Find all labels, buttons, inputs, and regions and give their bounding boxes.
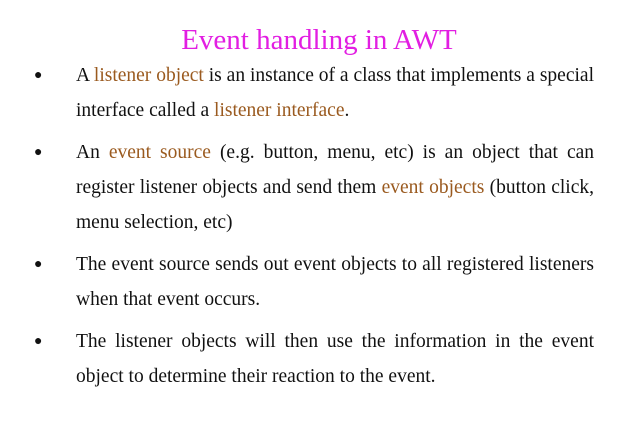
bullet-segment: (e.g. button, menu, etc) is an object that can register listener objects and send them	[76, 142, 594, 198]
bullet-segment: The event source sends out event objects to all registered listeners when that event occurs.	[76, 254, 594, 310]
highlight-term: event objects	[381, 177, 485, 198]
bullet-text	[76, 331, 594, 387]
highlight-term: event source	[108, 142, 211, 163]
bullet-dot-icon: ●	[34, 145, 43, 160]
bullet-item	[34, 247, 594, 317]
bullet-item	[34, 58, 594, 128]
bullet-item	[34, 135, 594, 240]
bullet-dot-icon: ●	[34, 257, 43, 272]
bullet-segment: (button click, menu selection, etc)	[76, 177, 594, 233]
bullet-segment: .	[344, 100, 350, 121]
bullet-segment: A	[76, 65, 94, 86]
highlight-term: listener object	[93, 65, 204, 86]
bullet-segment: The listener objects will then use the information in the event object to determine their reaction to the event.	[76, 331, 594, 387]
slide-title: Event handling in AWT	[181, 24, 457, 56]
bullet-list	[34, 58, 594, 401]
bullet-segment: is an instance of a class that implements a special interface called a	[76, 65, 594, 121]
bullet-segment: An	[76, 142, 109, 163]
bullet-dot-icon: ●	[34, 68, 43, 83]
bullet-dot-icon: ●	[34, 334, 43, 349]
bullet-text	[76, 65, 594, 121]
bullet-item	[34, 324, 594, 394]
highlight-term: listener interface	[214, 100, 345, 121]
bullet-text	[76, 254, 594, 310]
bullet-text	[76, 142, 594, 233]
